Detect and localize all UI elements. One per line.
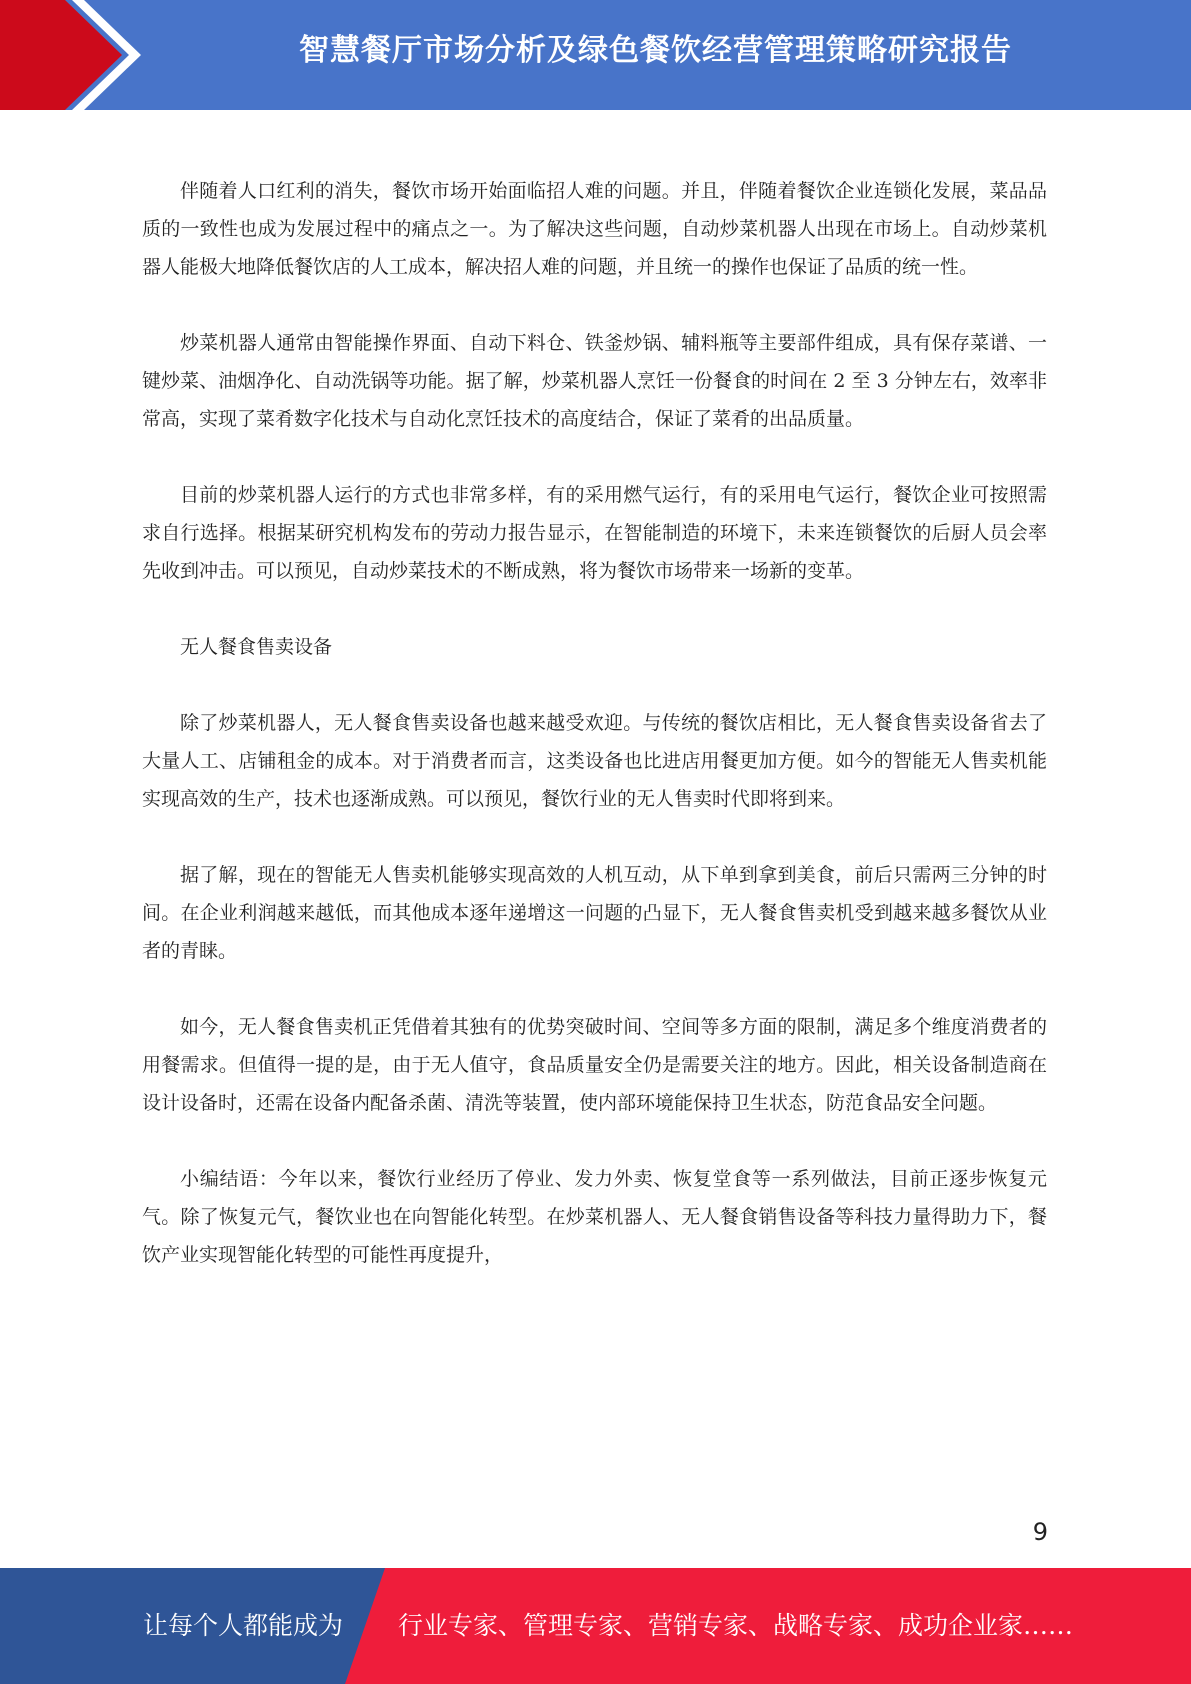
page-footer — [0, 1568, 1191, 1684]
paragraph: 如今，无人餐食售卖机正凭借着其独有的优势突破时间、空间等多方面的限制，满足多个维度消费者的用餐需求。但值得一提的是，由于无人值守，食品质量安全仍是需要关注的地方。因此，相关设备制造商在设计设备时，还需在设备内配备杀菌、清洗等装置，使内部环境能保持卫生状态，防范食品安全问题。 — [142, 1016, 1047, 1114]
paragraph: 除了炒菜机器人，无人餐食售卖设备也越来越受欢迎。与传统的餐饮店相比，无人餐食售卖设备省去了大量人工、店铺租金的成本。对于消费者而言，这类设备也比进店用餐更加方便。如今的智能无人售卖机能实现高效的生产，技术也逐渐成熟。可以预见，餐饮行业的无人售卖时代即将到来。 — [142, 712, 1047, 810]
section-heading: 无人餐食售卖设备 — [180, 636, 333, 658]
page-header — [0, 0, 1191, 110]
paragraph: 伴随着人口红利的消失，餐饮市场开始面临招人难的问题。并且，伴随着餐饮企业连锁化发展，菜品品质的一致性也成为发展过程中的痛点之一。为了解决这些问题，自动炒菜机器人出现在市场上。自动炒菜机器人能极大地降低餐饮店的人工成本，解决招人难的问题，并且统一的操作也保证了品质的统一性。 — [142, 180, 1047, 278]
header-arrow-decoration — [0, 0, 150, 110]
document-title: 智慧餐厅市场分析及绿色餐饮经营管理策略研究报告 — [299, 33, 1012, 68]
paragraph: 炒菜机器人通常由智能操作界面、自动下料仓、铁釜炒锅、辅料瓶等主要部件组成，具有保存菜谱、一键炒菜、油烟净化、自动洗锅等功能。据了解，炒菜机器人烹饪一份餐食的时间在 2 至 3 分钟左右，效率非常高，实现了菜肴数字化技术与自动化烹饪技术的高度结合，保证了菜肴的出品质量。 — [142, 332, 1047, 430]
paragraph: 目前的炒菜机器人运行的方式也非常多样，有的采用燃气运行，有的采用电气运行，餐饮企业可按照需求自行选择。根据某研究机构发布的劳动力报告显示，在智能制造的环境下，未来连锁餐饮的后厨人员会率先收到冲击。可以预见，自动炒菜技术的不断成熟，将为餐饮市场带来一场新的变革。 — [142, 484, 1047, 582]
paragraph: 小编结语：今年以来，餐饮行业经历了停业、发力外卖、恢复堂食等一系列做法，目前正逐步恢复元气。除了恢复元气，餐饮业也在向智能化转型。在炒菜机器人、无人餐食销售设备等科技力量得助力下，餐饮产业实现智能化转型的可能性再度提升， — [142, 1168, 1047, 1266]
page-number: 9 — [1032, 1518, 1048, 1546]
article-body — [142, 172, 1047, 1312]
footer-slogan-left: 让每个人都能成为 — [143, 1611, 344, 1640]
footer-slogan-right: 行业专家、管理专家、营销专家、战略专家、成功企业家…… — [398, 1611, 1074, 1640]
paragraph: 据了解，现在的智能无人售卖机能够实现高效的人机互动，从下单到拿到美食，前后只需两三分钟的时间。在企业利润越来越低，而其他成本逐年递增这一问题的凸显下，无人餐食售卖机受到越来越多餐饮从业者的青睐。 — [142, 864, 1047, 962]
